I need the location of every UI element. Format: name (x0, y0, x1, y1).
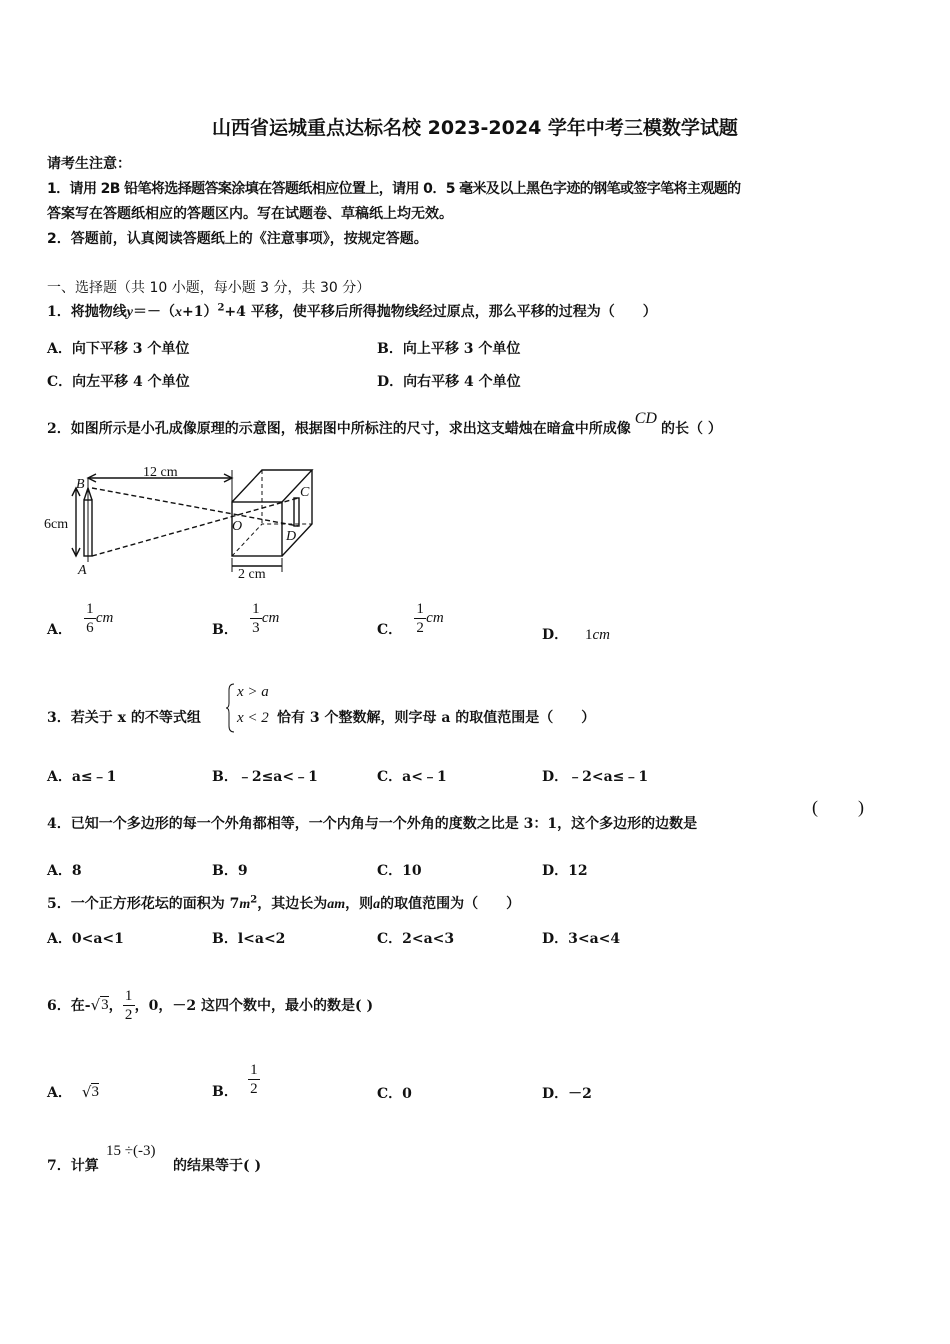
fig-label-2cm: 2 cm (238, 567, 266, 582)
q1-text-b: +4 平移，使平移后所得抛物线经过原点，那么平移的过程为（ ） (224, 304, 657, 320)
q3-text-b: 恰有 3 个整数解，则字母 a 的取值范围是（ ） (277, 710, 596, 726)
q2-option-a (47, 597, 113, 639)
q3-option-c: C．a<﹣1 (377, 769, 447, 785)
q2-option-d (542, 624, 610, 644)
q6-option-a (47, 1082, 99, 1102)
q2-option-b (212, 597, 279, 639)
fig-label-c: C (300, 485, 310, 500)
q1-exponent: 2 (217, 302, 225, 314)
q6-option-b-label: B． (212, 1084, 238, 1100)
q5-text-b: ，其边长为 (257, 896, 328, 912)
q3-option-a: A．a≤﹣1 (47, 769, 117, 785)
q1-option-b: B．向上平移 3 个单位 (377, 341, 521, 357)
q5-option-d: D．3<a<4 (542, 931, 621, 947)
q3-option-d: D．﹣2<a≤﹣1 (542, 769, 649, 785)
q5-text-c: ，则 (345, 896, 374, 912)
q3-inequality-system (226, 682, 276, 734)
q4-option-c: C．10 (377, 863, 422, 879)
q6-option-a-radicand: 3 (91, 1084, 99, 1100)
q2-option-c-label: C． (377, 622, 403, 638)
q6-sqrt-sign: √ (90, 996, 101, 1014)
q6-text-b: ，0，－2 这四个数中，最小的数是( ) (134, 998, 374, 1014)
q1-var-y: y (126, 305, 133, 320)
notice-item-2: 2．答题前，认真阅读答题纸上的《注意事项》，按规定答题。 (47, 231, 428, 247)
q2-option-b-fraction: $\frac{1}{3}$ (250, 601, 262, 636)
q7-text-a: 7．计算 (47, 1158, 99, 1174)
q6-comma: ， (108, 998, 123, 1014)
q4-paren-right: ) (858, 797, 864, 817)
q1-option-c: C．向左平移 4 个单位 (47, 374, 190, 390)
q5-text-a: 5．一个正方形花坛的面积为 7 (47, 896, 240, 912)
q6-option-b-fraction: $\frac{1}{2}$ (248, 1062, 260, 1097)
pinhole-camera-diagram (40, 462, 330, 582)
q3-text-a: 3．若关于 x 的不等式组 (47, 710, 201, 726)
q4-option-a: A．8 (47, 863, 82, 879)
q2-option-c-unit: cm (426, 609, 444, 626)
notice-heading: 请考生注意： (47, 156, 131, 172)
q1-formula-eq: ＝－（ (132, 304, 175, 320)
q2-var-cd: CD (634, 410, 657, 427)
q4-option-d: D．12 (542, 863, 588, 879)
q2-option-c (377, 597, 444, 639)
q6-half-fraction: $\frac{1}{2}$ (123, 988, 135, 1023)
q5-option-c: C．2<a<3 (377, 931, 455, 947)
q2-option-b-label: B． (212, 622, 238, 638)
q6-option-c: C．0 (377, 1086, 412, 1102)
q6-option-a-sqrt-sign: √ (81, 1083, 92, 1101)
question-1-stem (47, 301, 657, 321)
q2-option-d-unit: cm (592, 627, 611, 643)
q6-text-a: 6．在- (47, 998, 91, 1014)
q2-option-a-unit: cm (95, 609, 114, 626)
fig-label-a: A (78, 563, 87, 578)
q5-exponent: 2 (250, 894, 258, 906)
fig-label-6cm: 6cm (44, 517, 69, 532)
q2-text-a: 2．如图所示是小孔成像原理的示意图，根据图中所标注的尺寸，求出这支蜡烛在暗盒中所成像 (47, 421, 631, 437)
q1-formula-plus1: +1） (181, 304, 218, 320)
q2-option-c-fraction: $\frac{1}{2}$ (414, 601, 426, 636)
q1-text-a: 1．将抛物线 (47, 304, 127, 320)
q7-expression: 15 ÷(-3) (106, 1143, 156, 1159)
q5-var-am: am (327, 897, 346, 912)
document-title: 山西省运城重点达标名校 2023-2024 学年中考三模数学试题 (212, 117, 738, 139)
q3-inequality-1: x > a (237, 684, 269, 700)
q2-option-a-fraction: $\frac{1}{6}$ (84, 601, 96, 636)
q6-option-b (212, 1057, 260, 1101)
question-4-stem: 4．已知一个多边形的每一个外角都相等，一个内角与一个外角的度数之比是 3：1，这个多边形的边数是 (47, 816, 698, 832)
q2-option-d-label: D． (542, 627, 569, 643)
question-5-stem (47, 893, 520, 913)
q5-text-d: 的取值范围为（ ） (380, 896, 521, 912)
q5-option-b: B．l<a<2 (212, 931, 286, 947)
notice-item-1-line-2: 答案写在答题纸相应的答题区内。写在试题卷、草稿纸上均无效。 (47, 206, 453, 222)
q4-paren-left: ( (812, 797, 818, 817)
question-2-stem (47, 410, 722, 438)
q7-text-b: 的结果等于( ) (173, 1158, 262, 1174)
q6-radicand: 3 (101, 997, 109, 1013)
q5-var-a: a (373, 897, 381, 912)
q6-option-d: D．－2 (542, 1086, 592, 1102)
q2-option-a-label: A． (47, 622, 72, 638)
fig-label-b: B (76, 477, 85, 492)
q5-var-m: m (239, 897, 251, 912)
question-6-stem (47, 975, 373, 1035)
q1-option-d: D．向右平移 4 个单位 (377, 374, 521, 390)
q1-var-x: x (174, 305, 182, 320)
fig-label-o: O (232, 519, 243, 534)
q3-brace (226, 682, 236, 734)
q6-option-a-label: A． (47, 1085, 72, 1101)
q3-inequality-2: x < 2 (237, 710, 269, 726)
q4-option-b: B．9 (212, 863, 248, 879)
q3-option-b: B．﹣2≤a<﹣1 (212, 769, 318, 785)
notice-item-1-line-1: 1．请用 2B 铅笔将选择题答案涂填在答题纸相应位置上，请用 0．5 毫米及以上黑色字迹的钢笔或签字笔将主观题的 (47, 181, 741, 197)
q2-option-d-value: 1 (585, 627, 593, 643)
q2-text-b: 的长（ ） (660, 421, 722, 437)
section-heading: 一、选择题（共 10 小题，每小题 3 分，共 30 分） (47, 280, 371, 296)
q5-option-a: A．0<a<1 (47, 931, 124, 947)
q2-option-b-unit: cm (261, 609, 280, 626)
fig-label-d: D (286, 529, 297, 544)
q1-option-a: A．向下平移 3 个单位 (47, 341, 190, 357)
fig-label-12cm: 12 cm (143, 465, 178, 480)
